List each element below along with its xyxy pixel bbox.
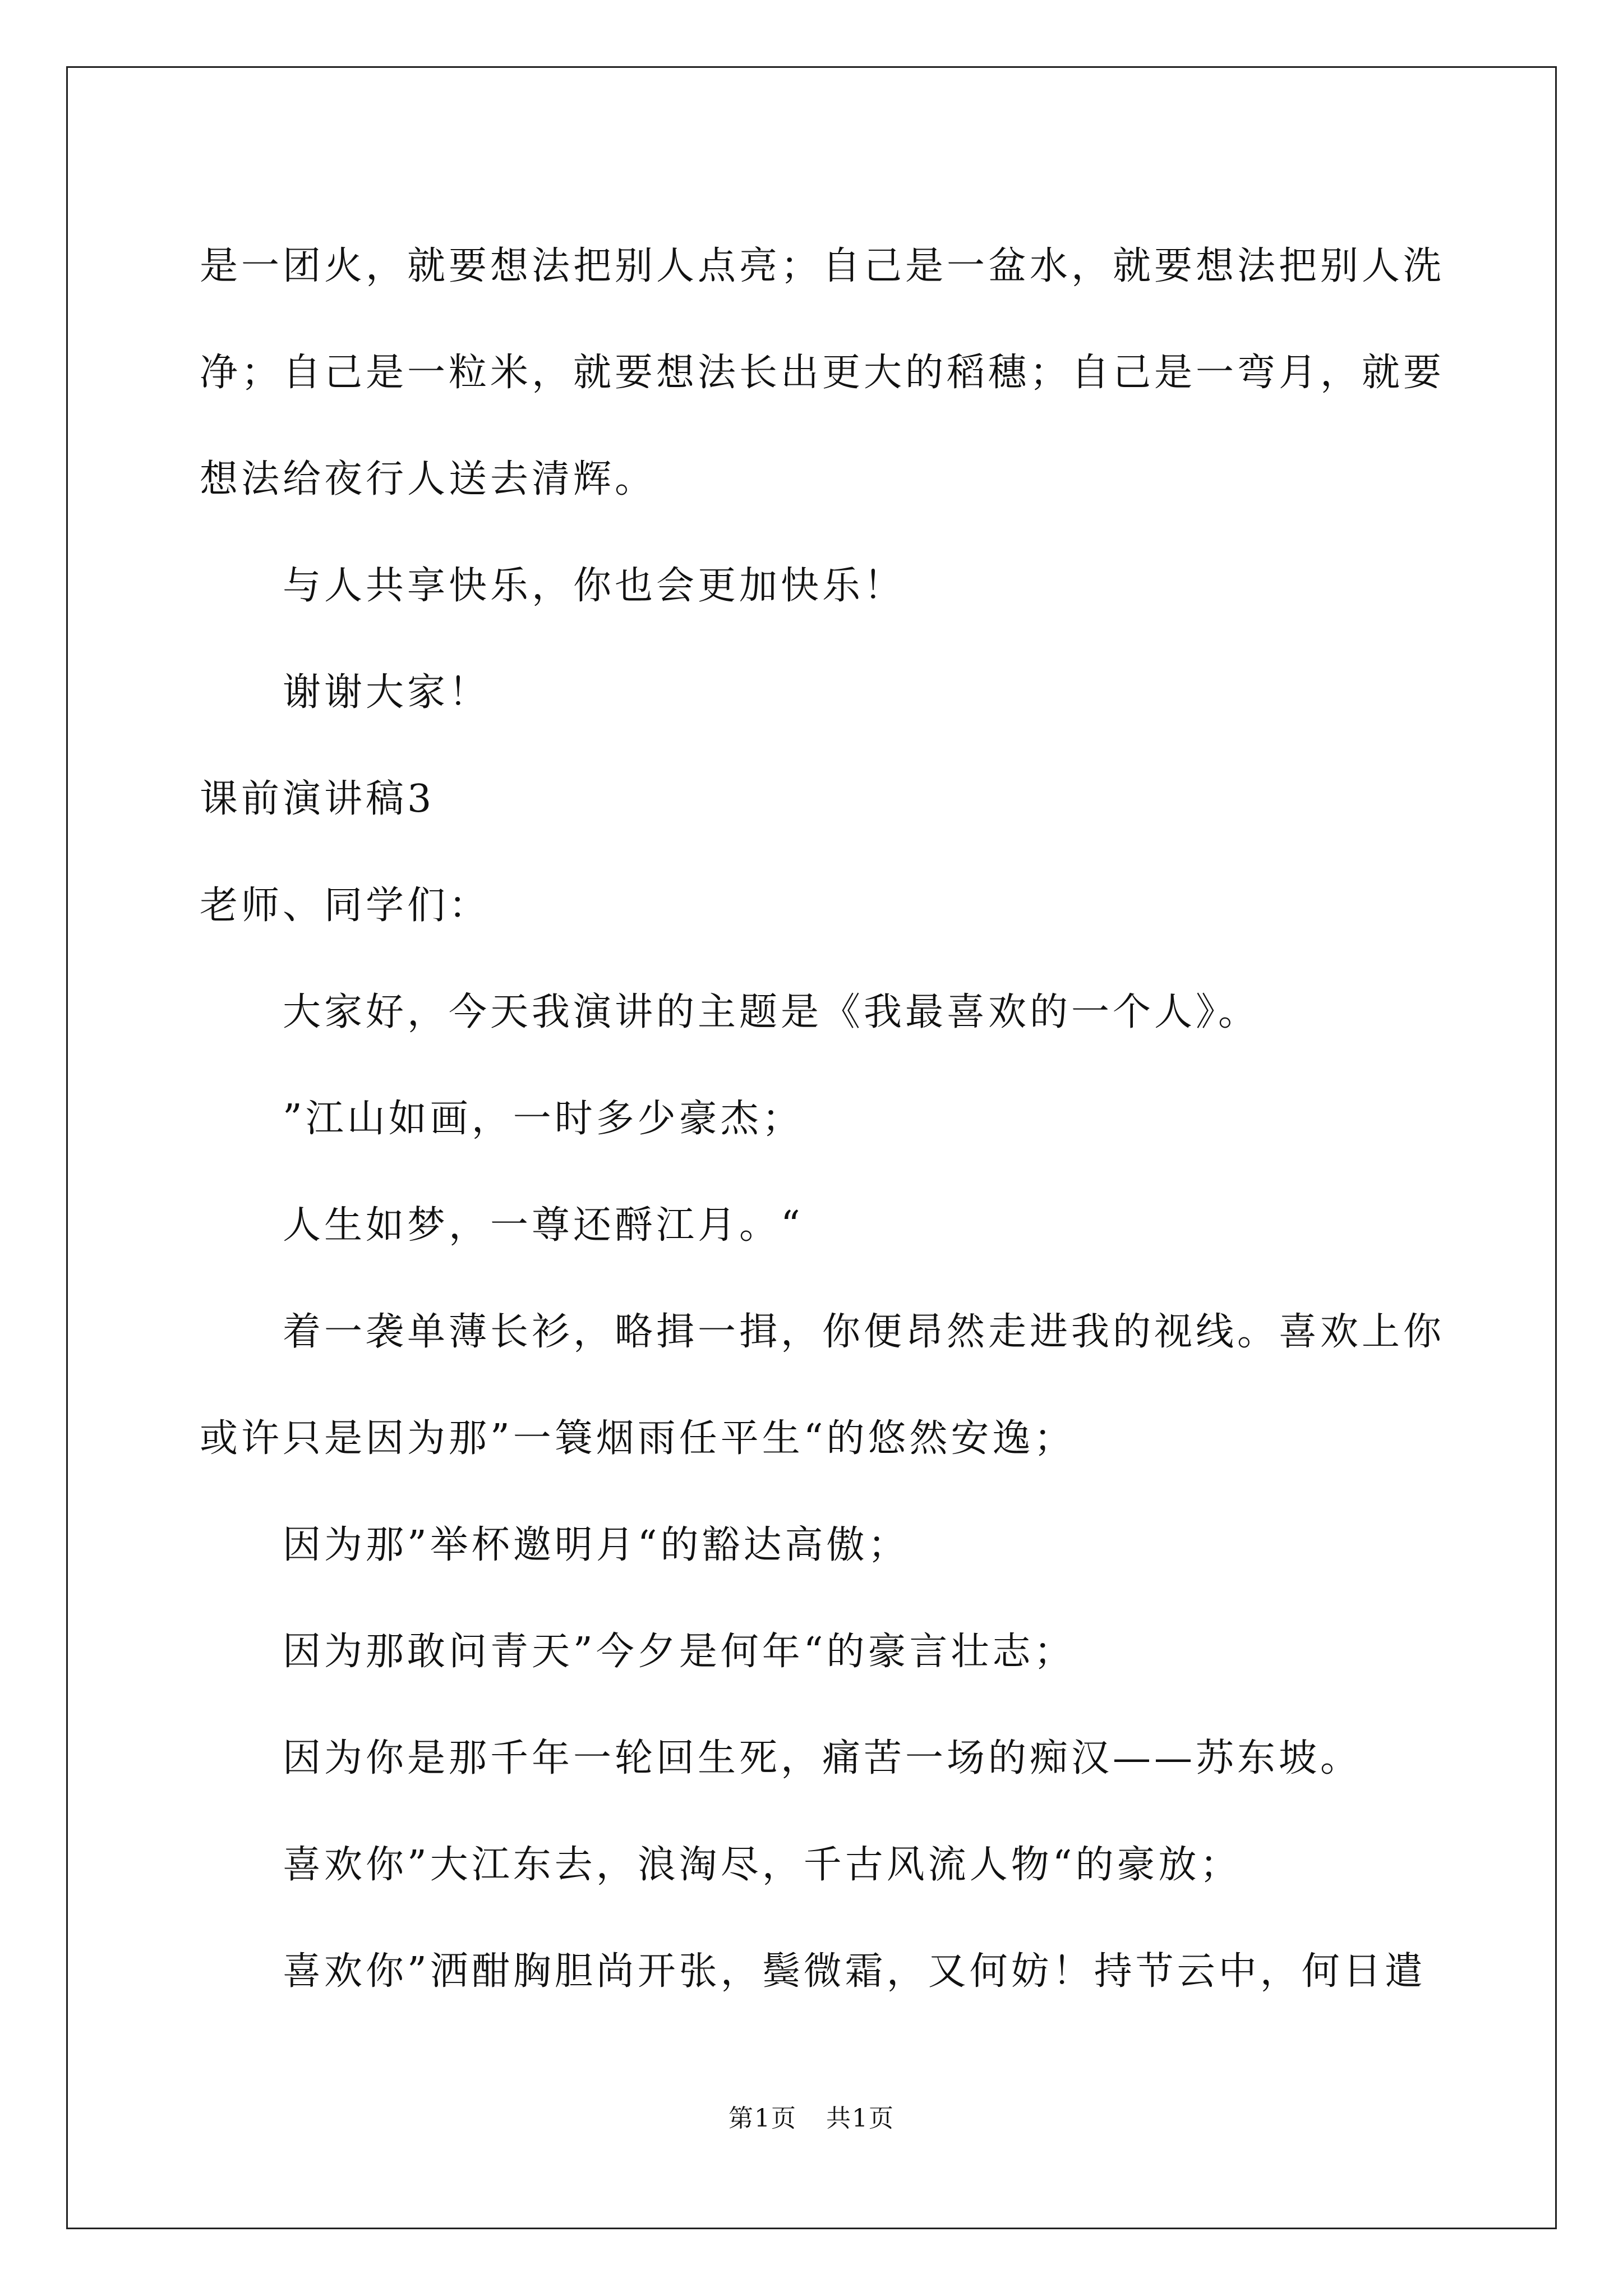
text-line: 或许只是因为那”一簑烟雨任平生“的悠然安逸； [200,1416,1076,1461]
text-line: 与人共享快乐，你也会更加快乐！ [283,564,906,608]
salutation: 老师、同学们： [200,884,491,928]
page-footer [0,2098,1623,2134]
page-number-total: 共1页 [826,2104,895,2133]
text-line: 因为那”举杯邀明月“的豁达高傲； [283,1523,910,1567]
text-line: 喜欢你”洒酣胸胆尚开张，鬓微霜，又何妨！持节云中，何日遣 [283,1949,1426,1994]
text-line: 是一团火，就要想法把别人点亮；自己是一盆水，就要想法把别人洗 [200,244,1445,288]
text-line: 喜欢你”大江东去，浪淘尽，千古风流人物“的豪放； [283,1843,1242,1887]
section-title: 课前演讲稿3 [200,777,435,821]
page-number-current: 第1页 [728,2104,797,2133]
text-line: 因为你是那千年一轮回生死，痛苦一场的痴汉——苏东坡。 [283,1736,1362,1780]
text-line: 因为那敢问青天”今夕是何年“的豪言壮志； [283,1630,1076,1674]
text-line: ”江山如画，一时多少豪杰； [283,1097,804,1141]
document-body [200,213,1445,2025]
text-line: 想法给夜行人送去清辉。 [200,457,657,501]
text-line: 净；自己是一粒米，就要想法长出更大的稻穗；自己是一弯月，就要 [200,351,1445,395]
text-line: 着一袭单薄长衫，略揖一揖，你便昂然走进我的视线。喜欢上你 [283,1310,1445,1354]
text-line: 谢谢大家！ [283,670,491,715]
text-line: 大家好，今天我演讲的主题是《我最喜欢的一个人》。 [283,990,1260,1034]
text-line: 人生如梦，一尊还酹江月。“ [283,1203,804,1248]
